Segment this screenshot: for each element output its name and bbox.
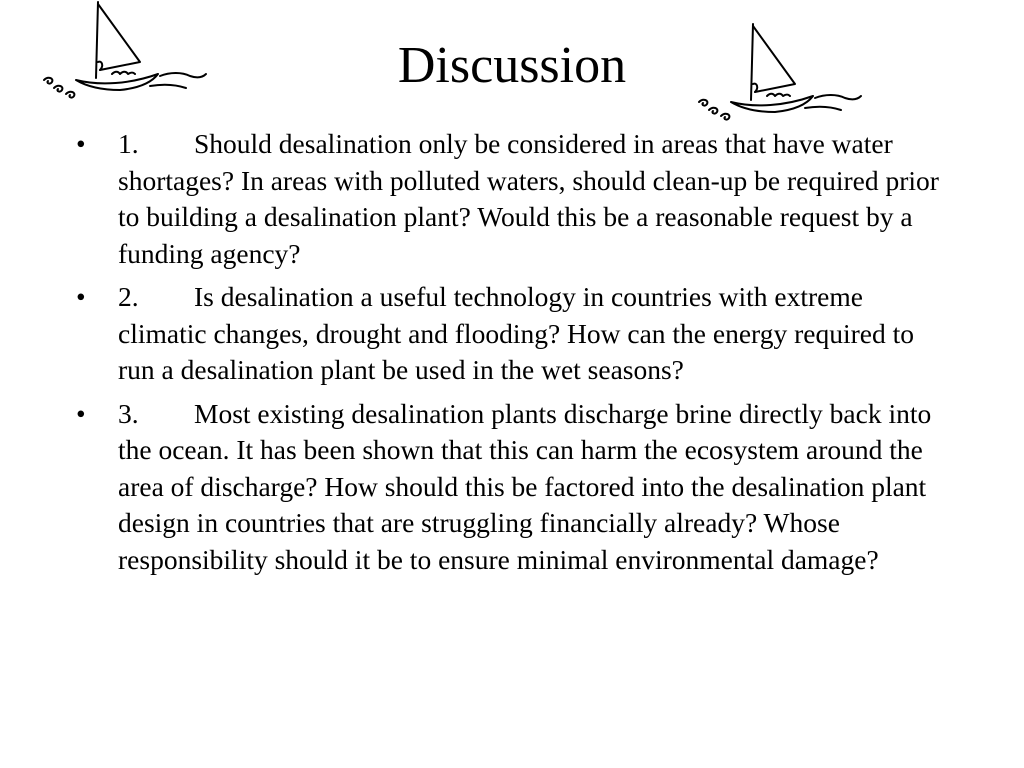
item-number: 3. (118, 397, 139, 429)
item-text: Most existing desalination plants discharge brine directly back into the ocean. It has been shown that this can harm the ecosystem around the area of discharge? How should this be factored into the desalination plant design in countries that are struggling financially already? Whose responsibility should it be to ensure minimal environmental damage? (118, 397, 932, 575)
item-number: 2. (118, 281, 139, 312)
item-text: Should desalination only be considered in areas that have water shortages? In areas with polluted waters, should clean-up be required prior to building a desalination plant? Would this be a reasonable request by a funding agency? (118, 128, 939, 269)
bullet-icon: • (76, 397, 86, 429)
slide-title: Discussion (397, 37, 627, 94)
list-item (76, 279, 956, 389)
list-item (76, 126, 956, 272)
bullet-icon: • (76, 128, 86, 159)
list-item (76, 396, 956, 579)
item-text: Is desalination a useful technology in countries with extreme climatic changes, drought and flooding? How can the energy required to run a desalination plant be used in the wet seasons? (118, 281, 914, 385)
item-number: 1. (118, 128, 139, 159)
discussion-list (76, 126, 956, 585)
bullet-icon: • (76, 281, 86, 312)
